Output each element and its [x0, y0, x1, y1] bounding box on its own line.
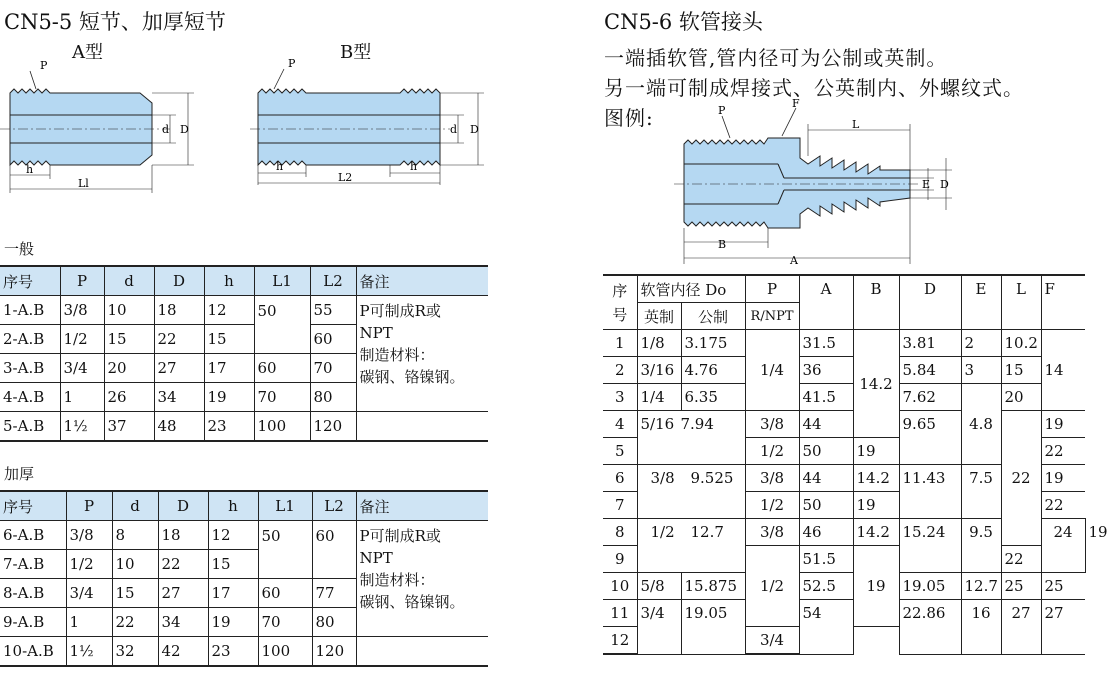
hose-row-l: 27	[1001, 600, 1041, 655]
thick-row-d: 22	[112, 608, 158, 637]
type-a-p-label: P	[40, 59, 48, 72]
thick-row-no: 10-A.B	[0, 637, 66, 667]
hose-header-p: P	[745, 275, 799, 303]
hose-row-no: 3	[603, 384, 637, 411]
hose-row-metric: 6.35	[681, 384, 745, 411]
thick-table	[0, 490, 488, 667]
thick-header-no: 序号	[0, 491, 66, 521]
hose-fitting-diagram	[670, 98, 960, 268]
hose-row-d: 19.05	[899, 573, 961, 600]
hose-row-a: 52.5	[799, 573, 853, 600]
hose-row-l: 25	[1001, 573, 1041, 600]
hose-row-l: 24	[1041, 519, 1085, 573]
general-row-D: 22	[154, 325, 204, 354]
right-desc-line-1: 一端插软管,管内径可为公制或英制。	[604, 46, 948, 70]
thick-row-l1: 70	[258, 608, 312, 637]
hose-row-no: 1	[603, 330, 637, 357]
hose-header-metric: 公制	[681, 303, 745, 330]
hose-row-e: 2	[961, 330, 1001, 357]
thick-row-l2: 120	[312, 637, 356, 667]
hose-row-no: 4	[603, 411, 637, 438]
general-row-no: 5-A.B	[0, 412, 60, 442]
hose-row-a: 41.5	[799, 384, 853, 411]
hose-row-metric: 3.175	[681, 330, 745, 357]
thick-row-no: 6-A.B	[0, 521, 66, 550]
thick-row-h: 23	[208, 637, 258, 667]
thick-row-p: 1½	[66, 637, 112, 667]
hose-row-size	[637, 465, 745, 519]
general-note-empty	[356, 412, 488, 442]
hose-d-label: D	[940, 178, 949, 191]
hose-row-e: 16	[961, 600, 1001, 655]
general-row-l1: 100	[254, 412, 310, 442]
type-a-diagram	[0, 55, 200, 195]
type-b-l-label: L2	[338, 171, 353, 184]
thick-note-empty	[356, 637, 488, 667]
hose-row-no: 10	[603, 573, 637, 600]
hose-row-p: 3/8	[745, 519, 799, 546]
general-note-line: 制造材料：	[359, 346, 435, 364]
hose-b-label: B	[718, 238, 727, 251]
hose-row-f: 25	[1041, 573, 1085, 600]
general-row-D: 27	[154, 354, 204, 383]
general-row-D: 34	[154, 383, 204, 412]
hose-row-no: 8	[603, 519, 637, 546]
thick-row-D: 27	[158, 579, 208, 608]
hose-row-metric: 15.875	[681, 573, 745, 600]
hose-row-a: 36	[799, 357, 853, 384]
hose-table: 序 号 软管内径 Do P A B D E L F 英制 公制 R/NPT 1 1/8 3.175 1/4 31.5 14.2 3.81 2 10.2 14 2 3/16 4.76 36 5.84 3 15 3 1/4 6.35 41.5 7.62 4.8 20 4 5/16 7.94 3/8 44 9.65 22 19 5 1/2 50 19 22 6 3/8 9.525 3/8 44 14.2 11.43 7.5 19 7 1/2 50 19 22 8 1/2 12.7 3/8 46 14.2 15.24 9.5 24 19 9 1/2 51.5 19 22 10 5/8 15.875 52.5 19.05 12.7 25 25 11 3/4 19.05 54 22.86 16 27 27 12 3/4	[603, 274, 1085, 655]
thick-note	[356, 521, 488, 637]
type-b-h1-label: h	[276, 160, 284, 173]
thick-row-no: 9-A.B	[0, 608, 66, 637]
hose-row-a: 50	[799, 438, 853, 465]
right-desc-line-3: 图例:	[604, 106, 654, 130]
general-row-l1: 60	[254, 354, 310, 383]
hose-row-f: 27	[1041, 600, 1085, 655]
hose-row-e: 3	[961, 357, 1001, 384]
general-row-l1: 70	[254, 383, 310, 412]
general-row-p: 1½	[60, 412, 104, 442]
thick-row-l1: 60	[258, 579, 312, 608]
hose-row-inch: 3/16	[637, 357, 681, 384]
thick-row-p: 3/8	[66, 521, 112, 550]
type-b-h2-label: h	[410, 160, 418, 173]
hose-row-p: 1/2	[745, 546, 799, 627]
hose-row-metric: 19.05	[681, 600, 745, 655]
hose-row-b: 14.2	[853, 465, 899, 492]
general-row-p: 3/8	[60, 296, 104, 325]
hose-row-l: 22	[1001, 411, 1041, 546]
hose-header-hose: 软管内径 Do	[637, 275, 745, 303]
hose-row-a: 44	[799, 465, 853, 492]
hose-row-l: 10.2	[1001, 330, 1041, 357]
thick-row-p: 3/4	[66, 579, 112, 608]
thick-row-h: 19	[208, 608, 258, 637]
general-header-note: 备注	[356, 266, 488, 296]
thick-row-p: 1	[66, 608, 112, 637]
hose-row-inch: 1/2	[650, 523, 675, 541]
hose-row-d: 22.86	[899, 600, 961, 655]
thick-note-line: 碳钢、铬镍钢。	[359, 593, 465, 611]
hose-row-p: 1/2	[745, 438, 799, 465]
general-row-d: 20	[104, 354, 154, 383]
thick-note-line: NPT	[359, 549, 393, 567]
hose-row-f: 19	[1041, 411, 1085, 438]
hose-row-no: 12	[603, 627, 637, 655]
general-note	[356, 296, 488, 412]
hose-row-e: 9.5	[961, 519, 1001, 573]
hose-row-inch: 5/8	[637, 573, 681, 600]
general-header-l1: L1	[254, 266, 310, 296]
thick-row-D: 22	[158, 550, 208, 579]
general-table	[0, 265, 488, 442]
general-row-p: 1/2	[60, 325, 104, 354]
general-row-l2: 60	[310, 325, 356, 354]
thick-row-D: 34	[158, 608, 208, 637]
hose-row-f: 14	[1041, 330, 1085, 411]
thick-note-line: P可制成R或	[359, 527, 441, 545]
thick-row-d: 10	[112, 550, 158, 579]
general-row-no: 1-A.B	[0, 296, 60, 325]
hose-f-label: F	[792, 97, 800, 110]
hose-row-b: 19	[853, 492, 899, 519]
hose-row-no: 9	[603, 546, 637, 573]
hose-row-no: 2	[603, 357, 637, 384]
general-row-h: 19	[204, 383, 254, 412]
thick-header-h: h	[208, 491, 258, 521]
hose-row-metric: 12.7	[690, 523, 724, 541]
hose-row-no: 5	[603, 438, 637, 465]
thick-row-l2: 77	[312, 579, 356, 608]
hose-row-e: 12.7	[961, 573, 1001, 600]
thick-row-d: 32	[112, 637, 158, 667]
general-header-p: P	[60, 266, 104, 296]
hose-row-a: 50	[799, 492, 853, 519]
hose-row-size	[637, 411, 745, 465]
general-note-line: NPT	[359, 324, 393, 342]
thick-header-d: d	[112, 491, 158, 521]
hose-row-no: 11	[603, 600, 637, 627]
general-note-line: P可制成R或	[359, 302, 441, 320]
left-section-title: CN5-5 短节、加厚短节	[4, 10, 226, 34]
thick-note-line: 制造材料：	[359, 571, 435, 589]
thick-row-D: 42	[158, 637, 208, 667]
thick-row-l2: 60	[312, 521, 356, 579]
general-row-l1: 50	[254, 296, 310, 354]
hose-row-d: 15.24	[899, 519, 961, 573]
hose-header-inch: 英制	[637, 303, 681, 330]
hose-header-d: D	[899, 275, 961, 330]
general-row-p: 1	[60, 383, 104, 412]
general-row-l2: 120	[310, 412, 356, 442]
general-row-l2: 55	[310, 296, 356, 325]
thick-row-no: 8-A.B	[0, 579, 66, 608]
hose-row-inch: 1/4	[637, 384, 681, 411]
general-row-no: 4-A.B	[0, 383, 60, 412]
type-a-d-label: d	[162, 123, 170, 136]
thick-row-d: 15	[112, 579, 158, 608]
hose-row-e: 4.8	[961, 384, 1001, 465]
hose-row-inch: 3/8	[650, 469, 675, 487]
general-header-d: d	[104, 266, 154, 296]
hose-header-a: A	[799, 275, 853, 330]
general-row-D: 18	[154, 296, 204, 325]
general-note-line: 碳钢、铬镍钢。	[359, 368, 465, 386]
hose-row-a: 46	[799, 519, 853, 546]
general-row-h: 12	[204, 296, 254, 325]
type-b-d-label: d	[450, 123, 458, 136]
hose-row-p: 3/8	[745, 465, 799, 492]
thick-header-p: P	[66, 491, 112, 521]
hose-row-f: 22	[1041, 438, 1085, 465]
general-header-l2: L2	[310, 266, 356, 296]
hose-row-f: 22	[1001, 546, 1041, 573]
hose-header-no-line: 序	[612, 281, 628, 300]
general-header-h: h	[204, 266, 254, 296]
hose-row-no: 7	[603, 492, 637, 519]
general-row-D: 48	[154, 412, 204, 442]
general-row-no: 2-A.B	[0, 325, 60, 354]
thick-row-l1: 50	[258, 521, 312, 579]
thick-header-D: D	[158, 491, 208, 521]
hose-row-inch: 3/4	[637, 600, 681, 655]
right-section-title: CN5-6 软管接头	[604, 10, 763, 34]
hose-row-p: 3/4	[745, 627, 799, 655]
hose-row-p: 1/4	[745, 330, 799, 411]
general-row-l2: 80	[310, 383, 356, 412]
thick-header-note: 备注	[356, 491, 488, 521]
thick-row-h: 17	[208, 579, 258, 608]
hose-header-e: E	[961, 275, 1001, 330]
hose-row-d: 11.43	[899, 465, 961, 519]
hose-row-p: 1/2	[745, 492, 799, 519]
hose-p-label: P	[718, 104, 726, 117]
general-caption: 一般	[4, 240, 35, 258]
general-header-D: D	[154, 266, 204, 296]
general-header-no: 序号	[0, 266, 60, 296]
type-b-p-label: P	[288, 57, 296, 70]
thick-row-p: 1/2	[66, 550, 112, 579]
general-row-d: 26	[104, 383, 154, 412]
type-a-label: A型	[72, 42, 103, 63]
hose-l-label: L	[852, 118, 860, 131]
general-row-d: 10	[104, 296, 154, 325]
general-row-h: 15	[204, 325, 254, 354]
hose-row-b: 14.2	[853, 330, 899, 438]
hose-header-f: F	[1041, 275, 1085, 330]
hose-row-metric: 4.76	[681, 357, 745, 384]
hose-header-l: L	[1001, 275, 1041, 330]
hose-header-no	[603, 275, 637, 330]
type-a-h-label: h	[26, 163, 34, 176]
hose-row-a: 44	[799, 411, 853, 438]
thick-header-l2: L2	[312, 491, 356, 521]
hose-row-metric: 9.525	[690, 469, 734, 487]
hose-row-b: 19	[853, 438, 899, 465]
hose-e-label: E	[922, 178, 931, 191]
thick-header-l1: L1	[258, 491, 312, 521]
hose-row-b: 19	[853, 546, 899, 627]
thick-caption: 加厚	[4, 465, 35, 483]
hose-row-inch: 1/8	[637, 330, 681, 357]
hose-row-d: 9.65	[899, 411, 961, 465]
hose-row-d: 7.62	[899, 384, 961, 411]
hose-row-size	[637, 519, 745, 573]
general-row-l2: 70	[310, 354, 356, 383]
type-b-label: B型	[340, 42, 372, 63]
thick-row-l1: 100	[258, 637, 312, 667]
hose-row-a: 31.5	[799, 330, 853, 357]
right-desc-line-2: 另一端可制成焊接式、公英制内、外螺纹式。	[604, 76, 1024, 100]
hose-row-l: 15	[1001, 357, 1041, 384]
general-row-p: 3/4	[60, 354, 104, 383]
hose-row-f: 22	[1041, 492, 1085, 519]
hose-row-l: 20	[1001, 384, 1041, 411]
hose-row-b: 14.2	[853, 519, 899, 546]
general-row-no: 3-A.B	[0, 354, 60, 383]
hose-row-no: 6	[603, 465, 637, 492]
hose-header-b: B	[853, 275, 899, 330]
hose-row-p: 3/8	[745, 411, 799, 438]
hose-row-d: 3.81	[899, 330, 961, 357]
type-b-D-label: D	[470, 123, 479, 136]
hose-row-inch: 5/16	[640, 415, 675, 433]
type-a-l-label: Ll	[78, 177, 89, 190]
general-row-h: 23	[204, 412, 254, 442]
hose-row-a: 51.5	[799, 546, 853, 573]
thick-row-h: 12	[208, 521, 258, 550]
type-a-D-label: D	[180, 123, 189, 136]
thick-row-no: 7-A.B	[0, 550, 66, 579]
hose-row-d: 5.84	[899, 357, 961, 384]
general-row-d: 15	[104, 325, 154, 354]
type-b-diagram	[250, 55, 490, 190]
hose-row-f: 19	[1041, 465, 1085, 492]
general-row-d: 37	[104, 412, 154, 442]
hose-row-e: 7.5	[961, 465, 1001, 519]
thick-row-l2: 80	[312, 608, 356, 637]
thick-row-d: 8	[112, 521, 158, 550]
hose-header-p-sub: R/NPT	[745, 303, 799, 330]
thick-row-D: 18	[158, 521, 208, 550]
hose-row-a: 54	[799, 600, 853, 655]
hose-header-no-line: 号	[612, 305, 628, 324]
hose-a-label: A	[790, 254, 798, 267]
thick-row-h: 15	[208, 550, 258, 579]
hose-row-metric: 7.94	[680, 415, 714, 433]
general-row-h: 17	[204, 354, 254, 383]
